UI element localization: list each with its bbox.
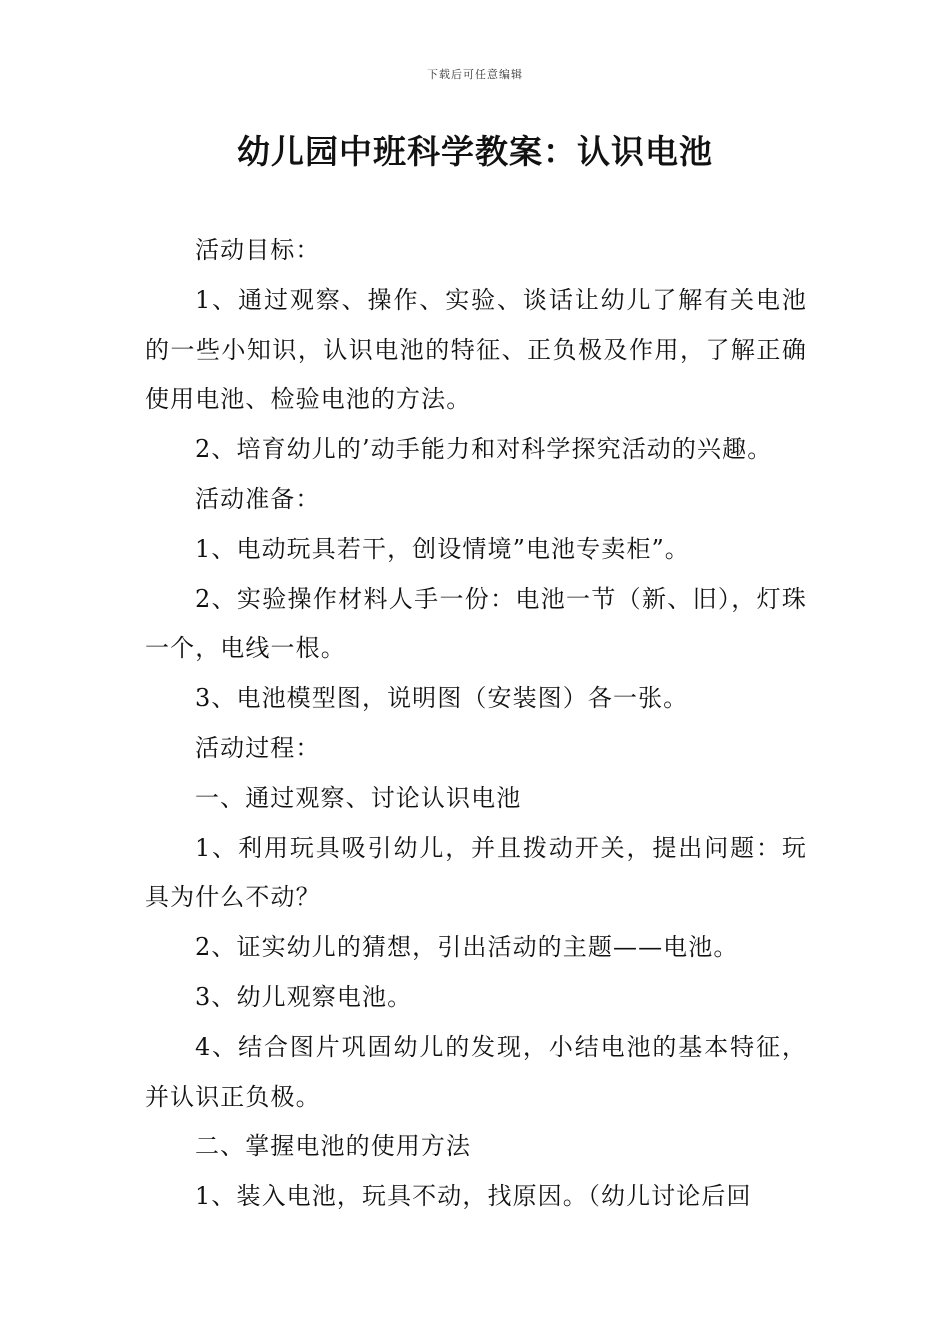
goal-item-2: 2、培育幼儿的’动手能力和对科学探究活动的兴趣。 bbox=[195, 435, 773, 464]
process-item-2: 2、证实幼儿的猜想，引出活动的主题——电池。 bbox=[195, 933, 739, 962]
process-item-4: 4、结合图片巩固幼儿的发现，小结电池的基本特征，并认识正负极。 bbox=[145, 1032, 807, 1111]
preparation-item-2: 2、实验操作材料人手一份：电池一节（新、旧），灯珠一个，电线一根。 bbox=[145, 584, 807, 663]
process-item-3: 3、幼儿观察电池。 bbox=[195, 982, 413, 1011]
section-heading-2: 二、掌握电池的使用方法 bbox=[195, 1132, 472, 1161]
document-body bbox=[145, 226, 807, 1222]
page-header-note: 下载后可任意编辑 bbox=[427, 68, 523, 81]
heading-activity-preparation: 活动准备： bbox=[195, 484, 321, 513]
preparation-item-1: 1、电动玩具若干，创设情境”电池专卖柜”。 bbox=[195, 534, 690, 563]
heading-activity-process: 活动过程： bbox=[195, 733, 321, 762]
preparation-item-3: 3、电池模型图，说明图（安装图）各一张。 bbox=[195, 684, 689, 713]
document-title: 幼儿园中班科学教案：认识电池 bbox=[237, 132, 713, 171]
heading-activity-goals: 活动目标： bbox=[195, 236, 321, 264]
section-heading-1: 一、通过观察、讨论认识电池 bbox=[195, 783, 522, 812]
goal-item-1: 1、通过观察、操作、实验、谈话让幼儿了解有关电池的一些小知识，认识电池的特征、正负极及作用，了解正确使用电池、检验电池的方法。 bbox=[145, 285, 807, 414]
process-item-1: 1、利用玩具吸引幼儿，并且拨动开关，提出问题：玩具为什么不动？ bbox=[145, 833, 807, 912]
usage-item-1: 1、装入电池，玩具不动，找原因。（幼儿讨论后回 bbox=[195, 1182, 752, 1211]
